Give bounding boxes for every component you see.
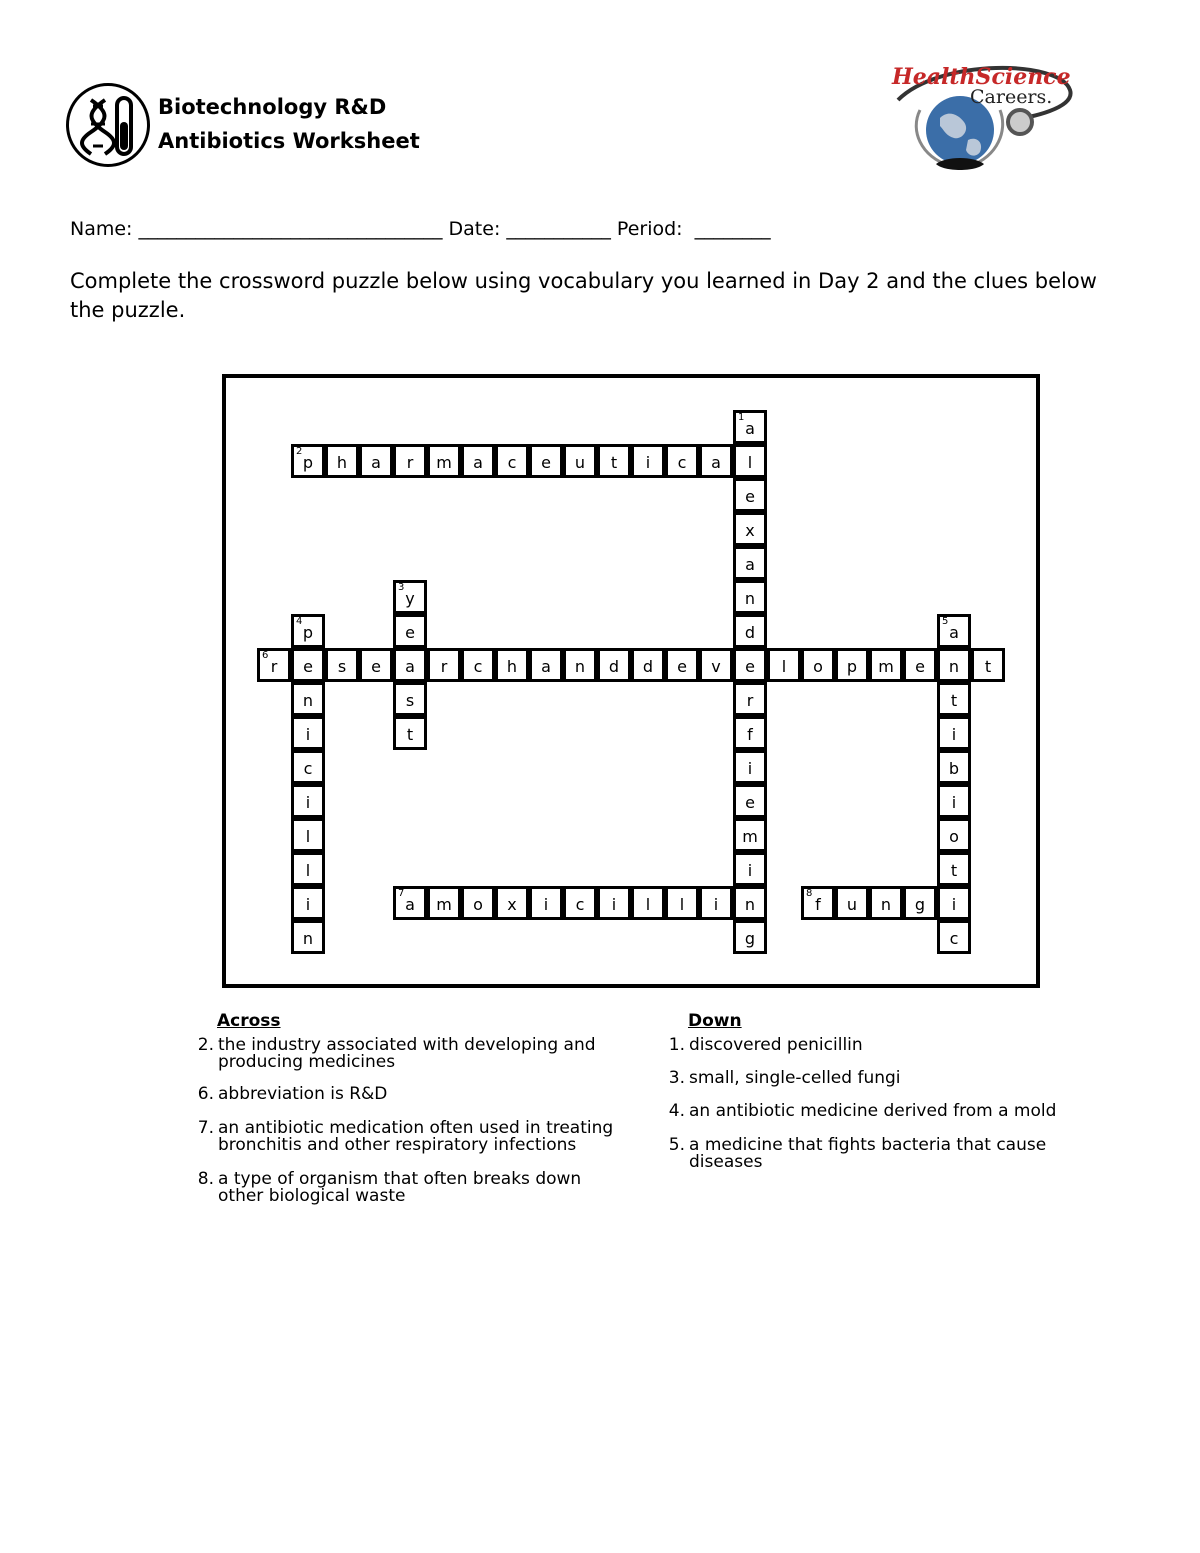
crossword-cell [597,886,631,920]
crossword-cell [733,784,767,818]
cell-letter: i [305,793,311,812]
crossword-cell [733,546,767,580]
clue-text: other biological waste [218,1186,406,1206]
crossword-cell [291,444,325,478]
cell-number: 8 [806,888,813,899]
cell-letter: a [745,555,755,574]
cell-letter: i [305,895,311,914]
cell-letter: e [745,793,755,812]
cell-letter: m [742,827,758,846]
cell-letter: a [745,419,755,438]
cell-letter: c [575,895,585,914]
cell-letter: i [543,895,549,914]
cell-letter: e [405,623,415,642]
crossword-cell [393,886,427,920]
crossword-cell [733,648,767,682]
brand-word-careers: Careers. [970,86,1053,108]
crossword-cell [733,614,767,648]
cell-letter: a [405,895,415,914]
cell-letter: y [405,589,415,608]
crossword-cell [699,886,733,920]
crossword-cell [733,478,767,512]
cell-number: 3 [398,582,405,593]
crossword-cell [937,886,971,920]
crossword-cell [733,716,767,750]
cell-letter: x [745,521,755,540]
crossword-cell [733,920,767,954]
cell-number: 2 [296,446,303,457]
crossword-cell [937,920,971,954]
crossword-cell [291,818,325,852]
clue-number: 8. [197,1169,214,1189]
instructions: Complete the crossword puzzle below using vocabulary you learned in Day 2 and the clues below the puzzle. [70,269,1097,322]
cell-letter: c [949,929,959,948]
crossword-cell [563,444,597,478]
cell-letter: n [948,657,960,676]
crossword-cell [733,852,767,886]
cell-letter: e [677,657,687,676]
crossword-cell [393,444,427,478]
cell-letter: f [747,725,753,744]
brand-word-healthscience: HealthScience [892,64,1071,90]
down-clue-3 [668,1068,901,1088]
cell-letter: e [745,487,755,506]
clue-number: 1. [668,1035,685,1055]
clue-number: 4. [668,1101,685,1121]
crossword-cell [597,444,631,478]
crossword-cell [325,444,359,478]
cell-letter: t [610,453,618,472]
crossword-cell [529,648,563,682]
crossword-cell [631,886,665,920]
cell-letter: g [914,895,926,914]
cell-letter: a [405,657,415,676]
crossword-cell [937,682,971,716]
cell-letter: o [473,895,483,914]
cell-letter: b [948,759,960,778]
crossword-cell [393,682,427,716]
cell-letter: a [541,657,551,676]
crossword-cell [937,716,971,750]
cell-letter: s [405,691,415,710]
crossword-cell [903,886,937,920]
cell-letter: e [371,657,381,676]
crossword-cell [699,648,733,682]
crossword-cell [393,716,427,750]
cell-letter: d [642,657,654,676]
cell-letter: a [949,623,959,642]
across-heading: Across [217,1011,281,1031]
cell-letter: s [337,657,347,676]
cell-letter: n [302,929,314,948]
worksheet-title-line2: Antibiotics Worksheet [158,129,420,153]
cell-letter: n [880,895,892,914]
clue-text: producing medicines [218,1052,396,1072]
cell-letter: n [744,895,756,914]
cell-letter: m [436,453,452,472]
cell-letter: c [507,453,517,472]
clue-text: the industry associated with developing and [218,1035,596,1055]
crossword-cell [665,886,699,920]
worksheet-title-line1: Biotechnology R&D [158,95,387,119]
cell-letter: m [436,895,452,914]
across-clue-8 [197,1169,582,1206]
across-clue-6 [197,1084,388,1104]
crossword-cell [733,750,767,784]
clue-text: diseases [689,1152,763,1172]
cell-letter: o [949,827,959,846]
clue-text: an antibiotic medication often used in treating [218,1118,614,1138]
cell-number: 5 [942,616,949,627]
crossword-cell [393,614,427,648]
cell-letter: i [305,725,311,744]
crossword-cell [699,444,733,478]
down-clue-4 [668,1101,1057,1121]
cell-letter: i [611,895,617,914]
cell-letter: h [336,453,348,472]
cell-letter: i [951,895,957,914]
crossword-cell [291,682,325,716]
crossword-cell [359,444,393,478]
cell-letter: l [645,895,651,914]
cell-letter: f [815,895,821,914]
clue-text: small, single-celled fungi [689,1068,901,1088]
cell-letter: a [473,453,483,472]
crossword-cell [937,614,971,648]
crossword-cell [291,886,325,920]
name-date-period-line: Name: ________________________________ Date: ___________ Period: ________ [70,218,771,240]
crossword-cell [291,784,325,818]
cell-letter: n [302,691,314,710]
crossword-cell [971,648,1005,682]
cell-letter: u [846,895,858,914]
crossword-cell [733,444,767,478]
crossword-cell [631,444,665,478]
cell-letter: a [371,453,381,472]
cell-letter: a [711,453,721,472]
crossword-cell [733,580,767,614]
cell-number: 7 [398,888,405,899]
crossword-cell [495,886,529,920]
clue-number: 3. [668,1068,685,1088]
cell-letter: r [270,657,278,676]
crossword-cell [801,648,835,682]
cell-letter: v [711,657,721,676]
cell-letter: d [744,623,756,642]
cell-letter: i [747,861,753,880]
cell-letter: h [506,657,518,676]
crossword-cell [291,920,325,954]
crossword-cell [801,886,835,920]
cell-letter: e [915,657,925,676]
cell-letter: r [440,657,448,676]
crossword-cell [529,886,563,920]
crossword-cell [835,886,869,920]
clue-text: abbreviation is R&D [218,1084,388,1104]
crossword-cell [291,614,325,648]
cell-letter: l [781,657,787,676]
cell-letter: i [645,453,651,472]
crossword-cell [563,648,597,682]
down-heading: Down [688,1011,742,1031]
crossword-cell [937,648,971,682]
cell-letter: i [951,725,957,744]
cell-letter: u [574,453,586,472]
crossword-cell [257,648,291,682]
cell-letter: t [984,657,992,676]
cell-letter: l [679,895,685,914]
cell-letter: e [541,453,551,472]
cell-letter: r [406,453,414,472]
crossword-cell [937,784,971,818]
cell-letter: m [878,657,894,676]
crossword-cell [767,648,801,682]
cell-number: 4 [296,616,303,627]
clue-text: discovered penicillin [689,1035,863,1055]
crossword-cell [937,818,971,852]
crossword-cell [903,648,937,682]
cell-letter: d [608,657,620,676]
crossword-cell [291,716,325,750]
clue-text: a medicine that fights bacteria that cause [689,1135,1047,1155]
crossword-cell [291,852,325,886]
cell-letter: e [745,657,755,676]
crossword-cell [427,444,461,478]
cell-letter: p [302,623,314,642]
dna-test-tube-icon [66,83,150,167]
crossword-cell [733,818,767,852]
crossword-cell [733,886,767,920]
cell-letter: p [846,657,858,676]
cell-letter: g [744,929,756,948]
cell-letter: i [713,895,719,914]
cell-letter: r [746,691,754,710]
clue-text: bronchitis and other respiratory infections [218,1135,577,1155]
cell-letter: c [677,453,687,472]
cell-letter: l [305,827,311,846]
clue-text: an antibiotic medicine derived from a mold [689,1101,1057,1121]
crossword-cell [495,444,529,478]
across-clue-2 [197,1035,596,1072]
clue-number: 6. [197,1084,214,1104]
clue-number: 2. [197,1035,214,1055]
cell-letter: o [813,657,823,676]
down-clue-5 [668,1135,1047,1172]
crossword-cell [869,886,903,920]
crossword-cell [393,580,427,614]
across-clue-7 [197,1118,614,1155]
cell-letter: t [406,725,414,744]
cell-letter: c [303,759,313,778]
crossword-cell [427,648,461,682]
crossword-cell [665,648,699,682]
down-clue-1 [668,1035,863,1055]
crossword-cell [869,648,903,682]
clue-text: a type of organism that often breaks down [218,1169,582,1189]
cell-letter: n [574,657,586,676]
cell-letter: i [747,759,753,778]
cell-letter: t [950,691,958,710]
cell-letter: c [473,657,483,676]
cell-letter: t [950,861,958,880]
cell-letter: l [305,861,311,880]
crossword-cell [631,648,665,682]
crossword-cell [733,410,767,444]
crossword-cell [325,648,359,682]
crossword-cell [461,886,495,920]
cell-letter: x [507,895,517,914]
crossword-cell [461,648,495,682]
clue-number: 5. [668,1135,685,1155]
crossword-cell [495,648,529,682]
crossword-cell [733,682,767,716]
crossword-cell [393,648,427,682]
crossword-cell [835,648,869,682]
cell-number: 1 [738,412,745,423]
cell-letter: l [747,453,753,472]
crossword-cell [665,444,699,478]
crossword-cell [359,648,393,682]
cell-letter: p [302,453,314,472]
crossword-cell [291,648,325,682]
crossword-cell [597,648,631,682]
crossword-cell [937,852,971,886]
clue-number: 7. [197,1118,214,1138]
cell-letter: e [303,657,313,676]
crossword-cell [427,886,461,920]
cell-number: 6 [262,650,269,661]
crossword-cell [461,444,495,478]
cell-letter: n [744,589,756,608]
cell-letter: i [951,793,957,812]
crossword-cell [733,512,767,546]
crossword-cell [937,750,971,784]
crossword-cell [563,886,597,920]
crossword-cell [529,444,563,478]
crossword-cell [291,750,325,784]
